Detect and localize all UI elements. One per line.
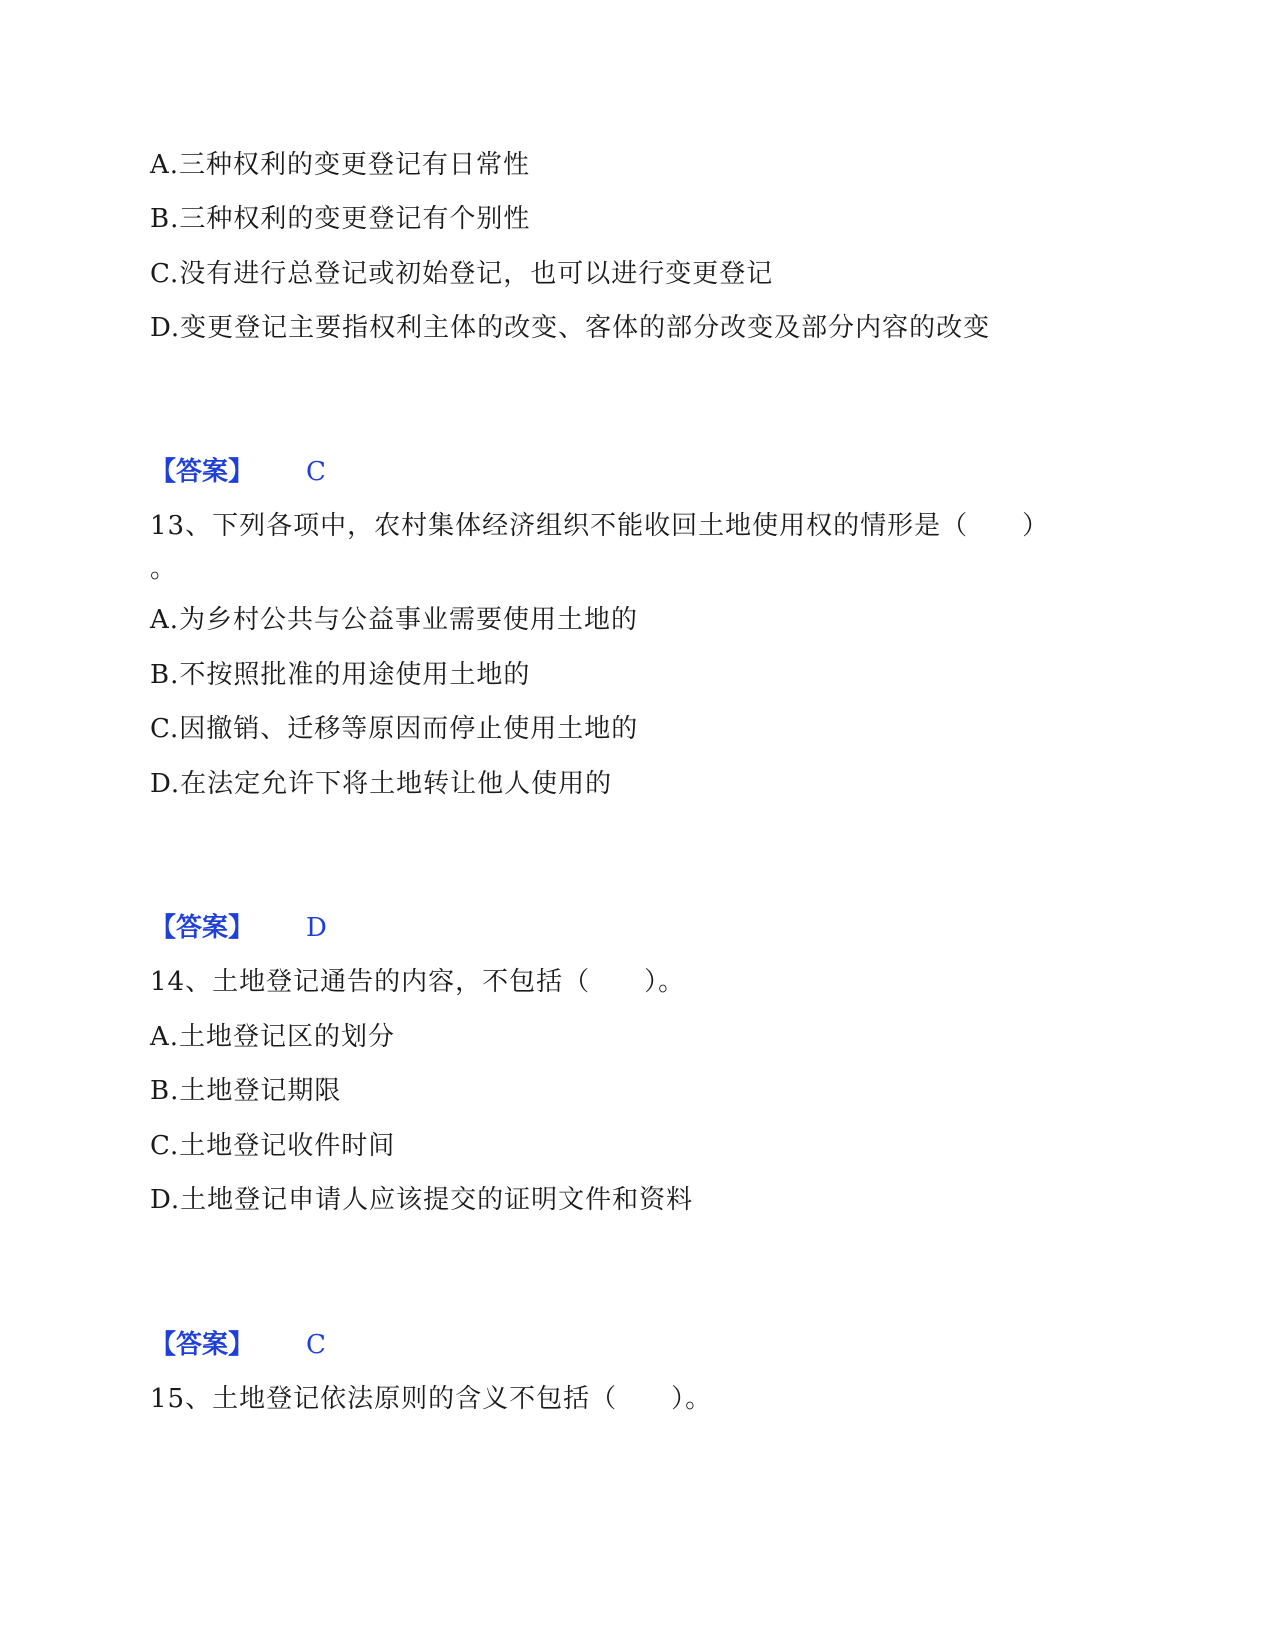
q13-answer [150, 911, 327, 945]
answer-label: 【答案】 [150, 457, 255, 487]
q15-stem: 15、土地登记依法原则的含义不包括（ ）。 [150, 1384, 713, 1414]
q13-option-a: A.为乡村公共与公益事业需要使用土地的 [150, 605, 639, 635]
q12-answer [150, 455, 326, 489]
q13-stem: 13、下列各项中，农村集体经济组织不能收回土地使用权的情形是（ ） [150, 511, 1050, 541]
q13-option-c: C.因撤销、迁移等原因而停止使用土地的 [150, 714, 639, 744]
q13-stem-continuation: 。 [150, 554, 178, 584]
q14-option-d: D.土地登记申请人应该提交的证明文件和资料 [150, 1185, 694, 1215]
answer-label: 【答案】 [150, 1330, 255, 1360]
answer-label: 【答案】 [150, 913, 255, 943]
answer-value: C [306, 457, 326, 487]
q14-answer [150, 1328, 326, 1362]
q14-option-c: C.土地登记收件时间 [150, 1131, 396, 1161]
q12-option-d: D.变更登记主要指权利主体的改变、客体的部分改变及部分内容的改变 [150, 313, 991, 343]
q12-option-b: B.三种权利的变更登记有个别性 [150, 204, 531, 234]
q12-option-a: A.三种权利的变更登记有日常性 [150, 150, 531, 180]
q13-option-d: D.在法定允许下将土地转让他人使用的 [150, 769, 613, 799]
q14-stem: 14、土地登记通告的内容，不包括（ ）。 [150, 967, 686, 997]
q14-option-a: A.土地登记区的划分 [150, 1022, 396, 1052]
answer-value: C [306, 1330, 326, 1360]
q13-option-b: B.不按照批准的用途使用土地的 [150, 660, 531, 690]
q12-option-c: C.没有进行总登记或初始登记，也可以进行变更登记 [150, 259, 774, 289]
q14-option-b: B.土地登记期限 [150, 1076, 342, 1106]
answer-value: D [306, 913, 327, 943]
